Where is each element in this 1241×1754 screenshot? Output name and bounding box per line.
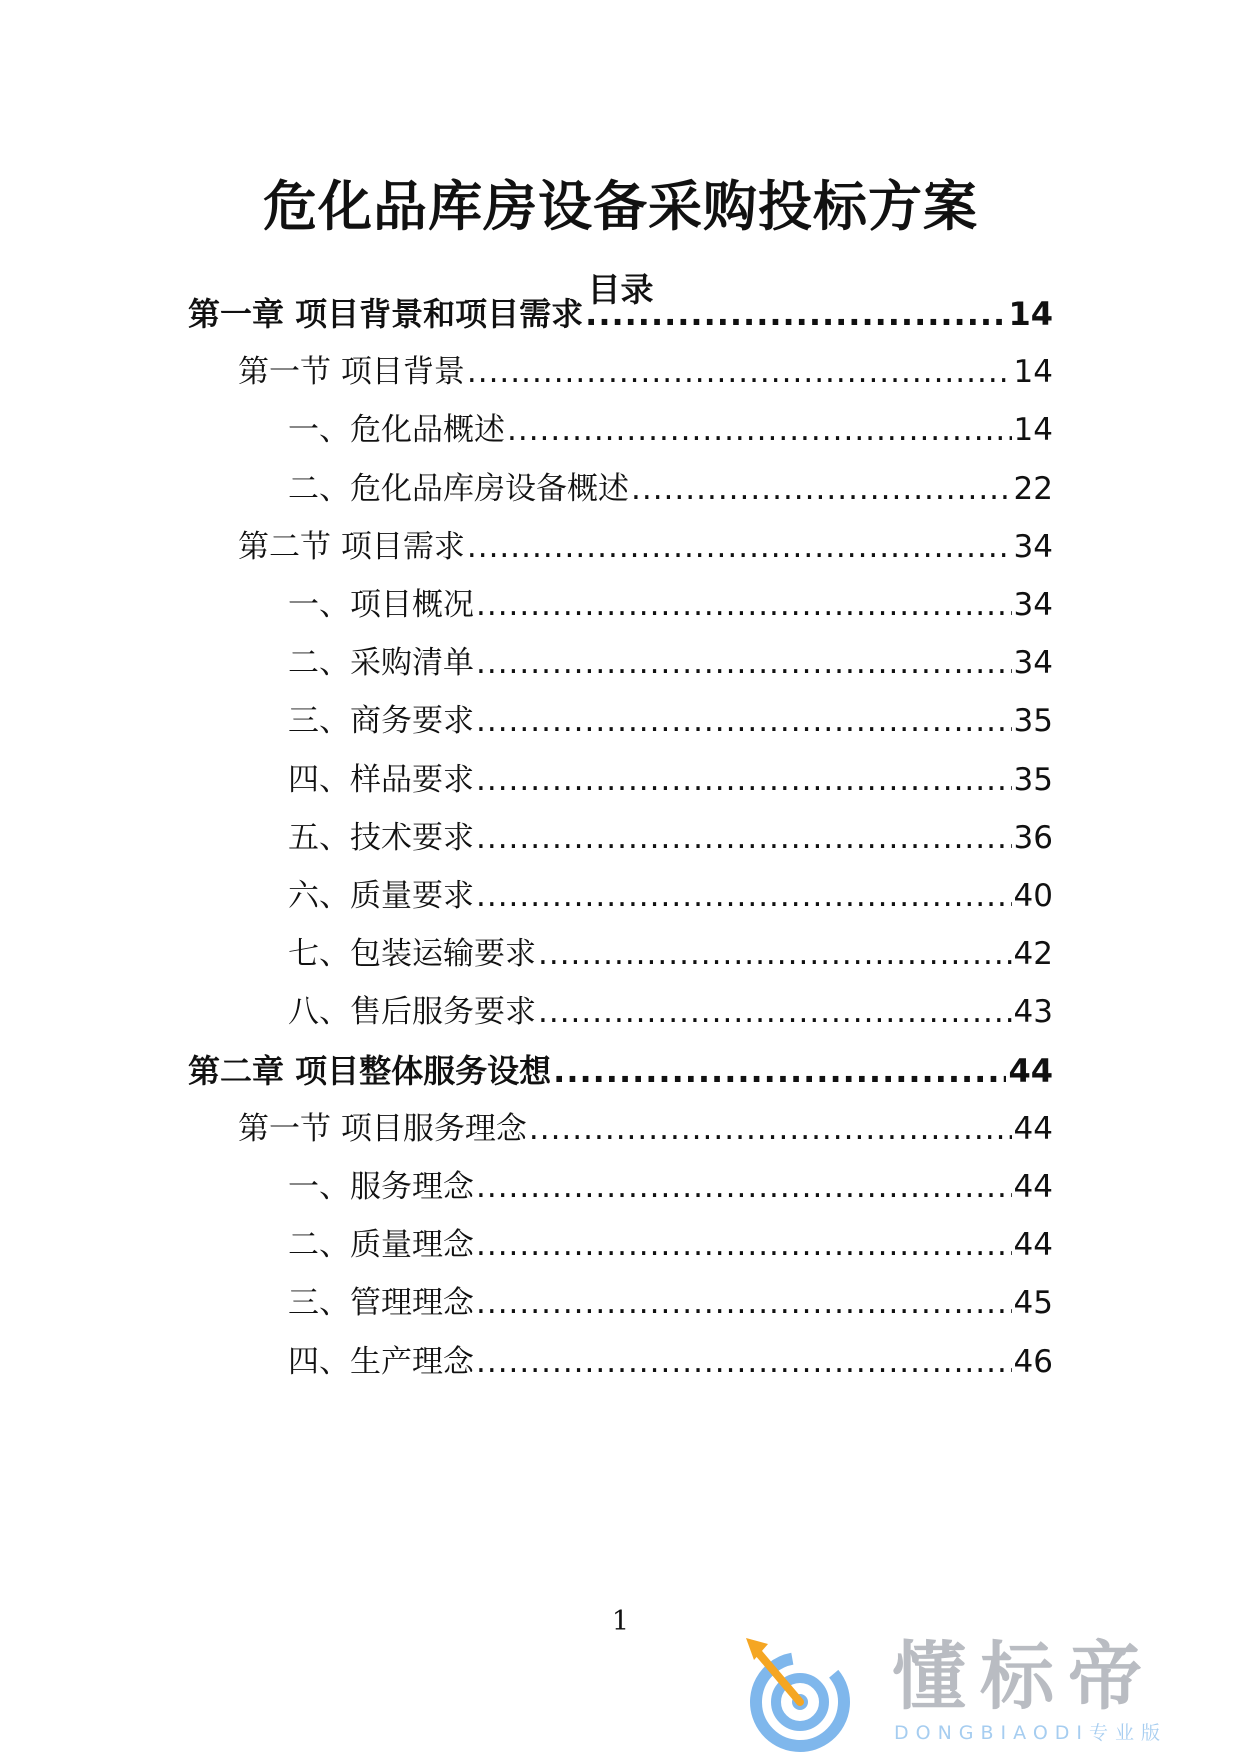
toc-entry-title: 第二章 项目整体服务设想	[188, 1052, 552, 1090]
page-number: 1	[611, 1606, 630, 1637]
toc-entry-level-2[interactable]	[238, 348, 1053, 396]
toc-entry-title: 一、服务理念	[288, 1169, 474, 1205]
toc-entry-title: 第一节 项目背景	[238, 354, 465, 390]
toc-entry-level-2[interactable]	[238, 1105, 1053, 1153]
toc-entry-level-2[interactable]	[238, 523, 1053, 571]
toc-entry-page: 44	[1008, 1052, 1053, 1090]
toc-entry-page: 35	[1013, 703, 1053, 739]
toc-entry-page: 44	[1013, 1169, 1053, 1205]
toc-entry-level-3[interactable]	[288, 639, 1053, 687]
watermark	[742, 1630, 1222, 1754]
toc-entry-title: 二、危化品库房设备概述	[288, 471, 629, 507]
toc-dot-leader	[476, 1163, 1012, 1211]
toc-entry-level-3[interactable]	[288, 1163, 1053, 1211]
toc-dot-leader	[467, 348, 1012, 396]
toc-dot-leader	[538, 988, 1012, 1036]
toc-entry-title: 八、售后服务要求	[288, 994, 536, 1030]
toc-entry-level-3[interactable]	[288, 1221, 1053, 1269]
toc-dot-leader	[553, 1047, 1006, 1095]
toc-entry-title: 二、采购清单	[288, 645, 474, 681]
toc-entry-level-3[interactable]	[288, 581, 1053, 629]
toc-dot-leader	[476, 697, 1012, 745]
toc-entry-title: 一、项目概况	[288, 587, 474, 623]
toc-dot-leader	[476, 872, 1012, 920]
toc-entry-page: 14	[1013, 412, 1053, 448]
toc-entry-title: 五、技术要求	[288, 820, 474, 856]
toc-entry-page: 14	[1008, 295, 1053, 333]
toc-entry-page: 44	[1013, 1227, 1053, 1263]
toc-entry-title: 第一章 项目背景和项目需求	[188, 295, 584, 333]
toc-dot-leader	[476, 756, 1012, 804]
toc-entry-level-1[interactable]	[188, 1047, 1053, 1095]
toc-entry-page: 35	[1013, 762, 1053, 798]
toc-entry-page: 34	[1013, 645, 1053, 681]
toc-dot-leader	[507, 406, 1012, 454]
toc-dot-leader	[529, 1105, 1012, 1153]
toc-entry-page: 22	[1013, 471, 1053, 507]
toc-entry-page: 34	[1013, 587, 1053, 623]
document-title: 危化品库房设备采购投标方案	[263, 175, 978, 238]
toc-entry-title: 四、样品要求	[288, 762, 474, 798]
toc-entry-page: 36	[1013, 820, 1053, 856]
toc-dot-leader	[467, 523, 1012, 571]
toc-dot-leader	[631, 465, 1012, 513]
toc-entry-level-3[interactable]	[288, 465, 1053, 513]
toc-entry-title: 三、管理理念	[288, 1285, 474, 1321]
toc-entry-level-3[interactable]	[288, 756, 1053, 804]
toc-dot-leader	[476, 581, 1012, 629]
toc-entry-page: 14	[1013, 354, 1053, 390]
toc-entry-level-3[interactable]	[288, 406, 1053, 454]
toc-entry-page: 46	[1013, 1344, 1053, 1380]
toc-entry-level-3[interactable]	[288, 814, 1053, 862]
toc-entry-page: 44	[1013, 1111, 1053, 1147]
toc-heading: 目录	[587, 270, 654, 309]
toc-entry-page: 40	[1013, 878, 1053, 914]
toc-entry-title: 七、包装运输要求	[288, 936, 536, 972]
toc-entry-title: 第一节 项目服务理念	[238, 1111, 527, 1147]
toc-dot-leader	[476, 814, 1012, 862]
toc-entry-title: 二、质量理念	[288, 1227, 474, 1263]
toc-dot-leader	[585, 290, 1006, 338]
toc-entry-level-3[interactable]	[288, 1338, 1053, 1386]
watermark-subtitle: DONGBIAODI专业版	[894, 1722, 1168, 1744]
toc-entry-title: 第二节 项目需求	[238, 529, 465, 565]
toc-entry-level-3[interactable]	[288, 930, 1053, 978]
watermark-brand: 懂标帝	[892, 1634, 1156, 1720]
toc-entry-level-3[interactable]	[288, 872, 1053, 920]
toc-entry-page: 42	[1013, 936, 1053, 972]
toc-dot-leader	[476, 1221, 1012, 1269]
toc-dot-leader	[476, 639, 1012, 687]
toc-entry-level-3[interactable]	[288, 1279, 1053, 1327]
toc-entry-title: 三、商务要求	[288, 703, 474, 739]
toc-entry-title: 一、危化品概述	[288, 412, 505, 448]
toc-entry-page: 45	[1013, 1285, 1053, 1321]
toc-entry-page: 43	[1013, 994, 1053, 1030]
toc-entry-level-3[interactable]	[288, 697, 1053, 745]
toc-entry-title: 六、质量要求	[288, 878, 474, 914]
toc-dot-leader	[538, 930, 1012, 978]
toc-dot-leader	[476, 1338, 1012, 1386]
toc-entry-title: 四、生产理念	[288, 1344, 474, 1380]
target-arrow-logo-icon	[742, 1630, 872, 1754]
toc-entry-level-1[interactable]	[188, 290, 1053, 338]
toc-dot-leader	[476, 1279, 1012, 1327]
toc-entry-page: 34	[1013, 529, 1053, 565]
toc-entry-level-3[interactable]	[288, 988, 1053, 1036]
